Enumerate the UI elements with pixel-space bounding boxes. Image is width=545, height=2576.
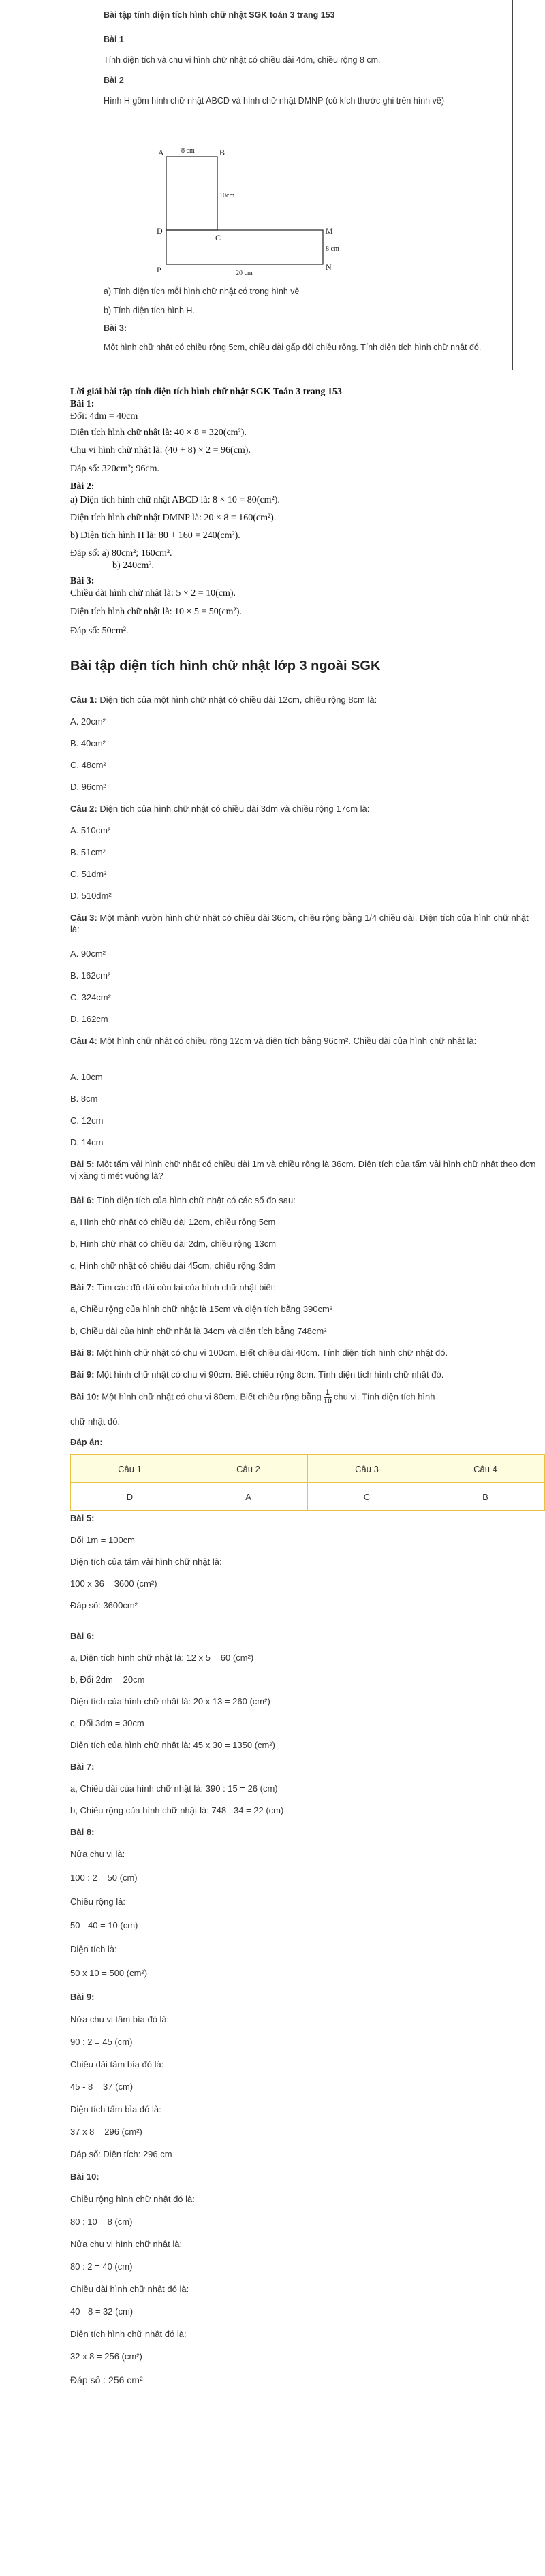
label-D: D bbox=[157, 226, 163, 236]
q2-opt-d: D. 510dm² bbox=[70, 891, 112, 901]
ans-b10: Bài 10: bbox=[70, 2172, 99, 2182]
answer-cell-2: A bbox=[189, 1483, 308, 1511]
question-3: Câu 3: Một mảnh vườn hình chữ nhật có chiều dài 36cm, chiều rộng bằng 1/4 chiều dài. Diện tích của hình chữ nhật là: bbox=[70, 912, 529, 934]
answer-head-1: Câu 1 bbox=[71, 1455, 189, 1483]
ex6-a: a, Hình chữ nhật có chiều dài 12cm, chiều rộng 5cm bbox=[70, 1217, 276, 1227]
ans-b5-2: Diện tích của tấm vải hình chữ nhật là: bbox=[70, 1557, 222, 1567]
rectangle-figure bbox=[146, 143, 371, 279]
q4-opt-a: A. 10cm bbox=[70, 1072, 103, 1082]
ans-b10-5: Chiều dài hình chữ nhật đó là: bbox=[70, 2284, 189, 2294]
exercise-5: Bài 5: Một tấm vải hình chữ nhật có chiều dài 1m và chiều rộng là 36cm. Diện tích của tấm vải hình chữ nhật theo đơn vị xăng ti mét vuông là? bbox=[70, 1159, 536, 1181]
box-title: Bài tập tính diện tích hình chữ nhật SGK toán 3 trang 153 bbox=[104, 10, 335, 20]
q2-opt-b: B. 51cm² bbox=[70, 847, 106, 857]
ans-b9: Bài 9: bbox=[70, 1992, 95, 2002]
sol-l10: Chiều dài hình chữ nhật là: 5 × 2 = 10(cm). bbox=[70, 588, 236, 599]
ans-b9-4: 45 - 8 = 37 (cm) bbox=[70, 2082, 134, 2092]
q1-opt-d: D. 96cm² bbox=[70, 782, 106, 792]
box-b1-head: Bài 1 bbox=[104, 35, 124, 44]
ans-b9-2: 90 : 2 = 45 (cm) bbox=[70, 2037, 133, 2047]
answer-table-header bbox=[71, 1455, 545, 1483]
ans-b8-6: 50 x 10 = 500 (cm²) bbox=[70, 1968, 148, 1978]
sol-l4: Đáp số: 320cm²; 96cm. bbox=[70, 464, 159, 474]
ans-b8-5: Diện tích là: bbox=[70, 1944, 117, 1954]
answer-cell-3: C bbox=[308, 1483, 426, 1511]
ans-b7-1: a, Chiều dài của hình chữ nhật là: 390 : 15 = 26 (cm) bbox=[70, 1783, 278, 1794]
ans-b9-3: Chiều dài tấm bìa đó là: bbox=[70, 2059, 164, 2069]
sol-b2: Bài 2: bbox=[70, 481, 95, 492]
sol-b1: Bài 1: bbox=[70, 399, 95, 409]
ans-b10-8: 32 x 8 = 256 (cm²) bbox=[70, 2351, 142, 2362]
answers-label: Đáp án: bbox=[70, 1437, 103, 1447]
ex7-a: a, Chiều rộng của hình chữ nhật là 15cm và diện tích bằng 390cm² bbox=[70, 1304, 333, 1314]
answer-table bbox=[70, 1454, 545, 1511]
q3-opt-b: B. 162cm² bbox=[70, 970, 111, 981]
ans-b8-3: Chiều rộng là: bbox=[70, 1896, 125, 1907]
ans-b7-2: b, Chiều rộng của hình chữ nhật là: 748 : 34 = 22 (cm) bbox=[70, 1805, 284, 1815]
ans-b6-1: a, Diện tích hình chữ nhật là: 12 x 5 = 60 (cm²) bbox=[70, 1653, 254, 1663]
sol-l7: b) Diện tích hình H là: 80 + 160 = 240(cm²). bbox=[70, 530, 240, 541]
sol-l6: Diện tích hình chữ nhật DMNP là: 20 × 8 = 160(cm²). bbox=[70, 513, 277, 523]
answer-cell-1: D bbox=[71, 1483, 189, 1511]
ans-b5-4: Đáp số: 3600cm² bbox=[70, 1600, 138, 1610]
exercise-6: Bài 6: Tính diện tích của hình chữ nhật có các số đo sau: bbox=[70, 1195, 296, 1205]
answer-head-3: Câu 3 bbox=[308, 1455, 426, 1483]
ans-b8-2: 100 : 2 = 50 (cm) bbox=[70, 1873, 138, 1883]
ans-b8-1: Nửa chu vi là: bbox=[70, 1849, 125, 1859]
ans-b6: Bài 6: bbox=[70, 1631, 95, 1641]
ans-b10-6: 40 - 8 = 32 (cm) bbox=[70, 2306, 134, 2317]
sol-title: Lời giải bài tập tính diện tích hình chữ nhật SGK Toán 3 trang 153 bbox=[70, 387, 342, 397]
label-N: N bbox=[326, 262, 332, 272]
sol-l8: Đáp số: a) 80cm²; 160cm². bbox=[70, 548, 172, 558]
q2-opt-a: A. 510cm² bbox=[70, 825, 111, 836]
answer-cell-4: B bbox=[426, 1483, 545, 1511]
question-2: Câu 2: Diện tích của hình chữ nhật có chiều dài 3dm và chiều rộng 17cm là: bbox=[70, 804, 370, 814]
q4-opt-b: B. 8cm bbox=[70, 1094, 98, 1104]
box-b1-text: Tính diện tích và chu vi hình chữ nhật có chiều dài 4dm, chiều rộng 8 cm. bbox=[104, 55, 381, 65]
ans-b7: Bài 7: bbox=[70, 1762, 95, 1772]
sol-l1: Đổi: 4dm = 40cm bbox=[70, 411, 138, 422]
ans-b10-3: Nửa chu vi hình chữ nhật là: bbox=[70, 2239, 183, 2249]
q3-opt-c: C. 324cm² bbox=[70, 992, 111, 1002]
fraction-1-10: $\frac{1}{10}$ bbox=[323, 1388, 332, 1405]
question-1: Câu 1: Diện tích của một hình chữ nhật có chiều dài 12cm, chiều rộng 8cm là: bbox=[70, 695, 377, 705]
ans-b5-1: Đổi 1m = 100cm bbox=[70, 1535, 136, 1545]
q3-opt-a: A. 90cm² bbox=[70, 949, 106, 959]
dim-right-up: 10cm bbox=[219, 192, 235, 200]
answer-head-2: Câu 2 bbox=[189, 1455, 308, 1483]
box-b2-head: Bài 2 bbox=[104, 76, 124, 85]
q1-opt-c: C. 48cm² bbox=[70, 760, 106, 770]
ans-b10-4: 80 : 2 = 40 (cm) bbox=[70, 2261, 133, 2272]
ans-b6-5: Diện tích của hình chữ nhật là: 45 x 30 = 1350 (cm²) bbox=[70, 1740, 276, 1750]
dim-top: 8 cm bbox=[181, 147, 195, 155]
ans-b8-4: 50 - 40 = 10 (cm) bbox=[70, 1920, 138, 1930]
sol-l2: Diện tích hình chữ nhật là: 40 × 8 = 320(cm²). bbox=[70, 428, 247, 438]
exercise-7: Bài 7: Tìm các độ dài còn lại của hình chữ nhật biết: bbox=[70, 1282, 276, 1292]
box-b2-b: b) Tính diện tích hình H. bbox=[104, 306, 195, 315]
ans-b10-2: 80 : 10 = 8 (cm) bbox=[70, 2216, 133, 2227]
sol-l12: Đáp số: 50cm². bbox=[70, 626, 129, 636]
ans-b8: Bài 8: bbox=[70, 1827, 95, 1837]
exercise-9: Bài 9: Một hình chữ nhật có chu vi 90cm. Biết chiều rộng 8cm. Tính diện tích hình chữ nhật đó. bbox=[70, 1369, 444, 1380]
sol-l9: b) 240cm². bbox=[112, 560, 154, 571]
q1-opt-a: A. 20cm² bbox=[70, 716, 106, 727]
ans-b9-5: Diện tích tấm bìa đó là: bbox=[70, 2104, 161, 2114]
label-C: C bbox=[215, 233, 221, 242]
box-b2-text: Hình H gồm hình chữ nhật ABCD và hình chữ nhật DMNP (có kích thước ghi trên hình vẽ) bbox=[104, 96, 444, 106]
dim-right-low: 8 cm bbox=[326, 245, 339, 253]
ans-b6-4: c, Đổi 3dm = 30cm bbox=[70, 1718, 144, 1728]
exercise-10-cont: chữ nhật đó. bbox=[70, 1416, 121, 1427]
q2-opt-c: C. 51dm² bbox=[70, 869, 107, 879]
exercises-heading: Bài tập diện tích hình chữ nhật lớp 3 ngoài SGK bbox=[70, 658, 381, 673]
ans-b10-7: Diện tích hình chữ nhật đó là: bbox=[70, 2329, 187, 2339]
answer-head-4: Câu 4 bbox=[426, 1455, 545, 1483]
ans-b9-1: Nửa chu vi tấm bìa đó là: bbox=[70, 2014, 170, 2024]
box-b3-text: Một hình chữ nhật có chiều rộng 5cm, chiều dài gấp đôi chiều rộng. Tính diện tích hình chữ nhật đó. bbox=[104, 343, 482, 352]
question-4: Câu 4: Một hình chữ nhật có chiều rộng 12cm và diện tích bằng 96cm². Chiều dài của hình chữ nhật là: bbox=[70, 1036, 477, 1046]
dim-bottom: 20 cm bbox=[236, 270, 253, 277]
box-b2-a: a) Tính diện tích mỗi hình chữ nhật có trong hình vẽ bbox=[104, 287, 300, 296]
sol-l5: a) Diện tích hình chữ nhật ABCD là: 8 × 10 = 80(cm²). bbox=[70, 495, 280, 505]
sol-b3: Bài 3: bbox=[70, 576, 95, 586]
ex6-b: b, Hình chữ nhật có chiều dài 2dm, chiều rộng 13cm bbox=[70, 1239, 277, 1249]
q3-opt-d: D. 162cm bbox=[70, 1014, 108, 1024]
label-A: A bbox=[158, 148, 164, 157]
exercise-8: Bài 8: Một hình chữ nhật có chu vi 100cm. Biết chiều dài 40cm. Tính diện tích hình chữ nhật đó. bbox=[70, 1348, 448, 1358]
answer-table-row bbox=[71, 1483, 545, 1511]
ans-b5-3: 100 x 36 = 3600 (cm²) bbox=[70, 1578, 157, 1589]
ex7-b: b, Chiều dài của hình chữ nhật là 34cm và diện tích bằng 748cm² bbox=[70, 1326, 327, 1336]
box-b3-head: Bài 3: bbox=[104, 323, 127, 333]
ans-b6-2: b, Đổi 2dm = 20cm bbox=[70, 1674, 145, 1685]
q1-opt-b: B. 40cm² bbox=[70, 738, 106, 748]
ans-b10-1: Chiều rộng hình chữ nhật đó là: bbox=[70, 2194, 195, 2204]
label-M: M bbox=[326, 226, 333, 236]
label-B: B bbox=[219, 148, 225, 157]
ans-b10-9: Đáp số : 256 cm² bbox=[70, 2374, 143, 2385]
label-P: P bbox=[157, 265, 161, 274]
sol-l11: Diện tích hình chữ nhật là: 10 × 5 = 50(cm²). bbox=[70, 607, 242, 617]
ans-b5: Bài 5: bbox=[70, 1513, 95, 1523]
problem-box bbox=[91, 0, 513, 370]
ans-b6-3: Diện tích của hình chữ nhật là: 20 x 13 = 260 (cm²) bbox=[70, 1696, 270, 1706]
q4-opt-d: D. 14cm bbox=[70, 1137, 104, 1147]
q4-opt-c: C. 12cm bbox=[70, 1115, 104, 1126]
ans-b9-7: Đáp số: Diện tích: 296 cm bbox=[70, 2149, 172, 2159]
sol-l3: Chu vi hình chữ nhật là: (40 + 8) × 2 = 96(cm). bbox=[70, 445, 251, 456]
ex6-c: c, Hình chữ nhật có chiều dài 45cm, chiều rộng 3dm bbox=[70, 1260, 276, 1271]
ans-b9-6: 37 x 8 = 296 (cm²) bbox=[70, 2127, 142, 2137]
exercise-10: Bài 10: Một hình chữ nhật có chu vi 80cm. Biết chiều rộng bằng $\frac{1}{10}$ chu vi. Tính diện tích hình bbox=[70, 1388, 435, 1405]
